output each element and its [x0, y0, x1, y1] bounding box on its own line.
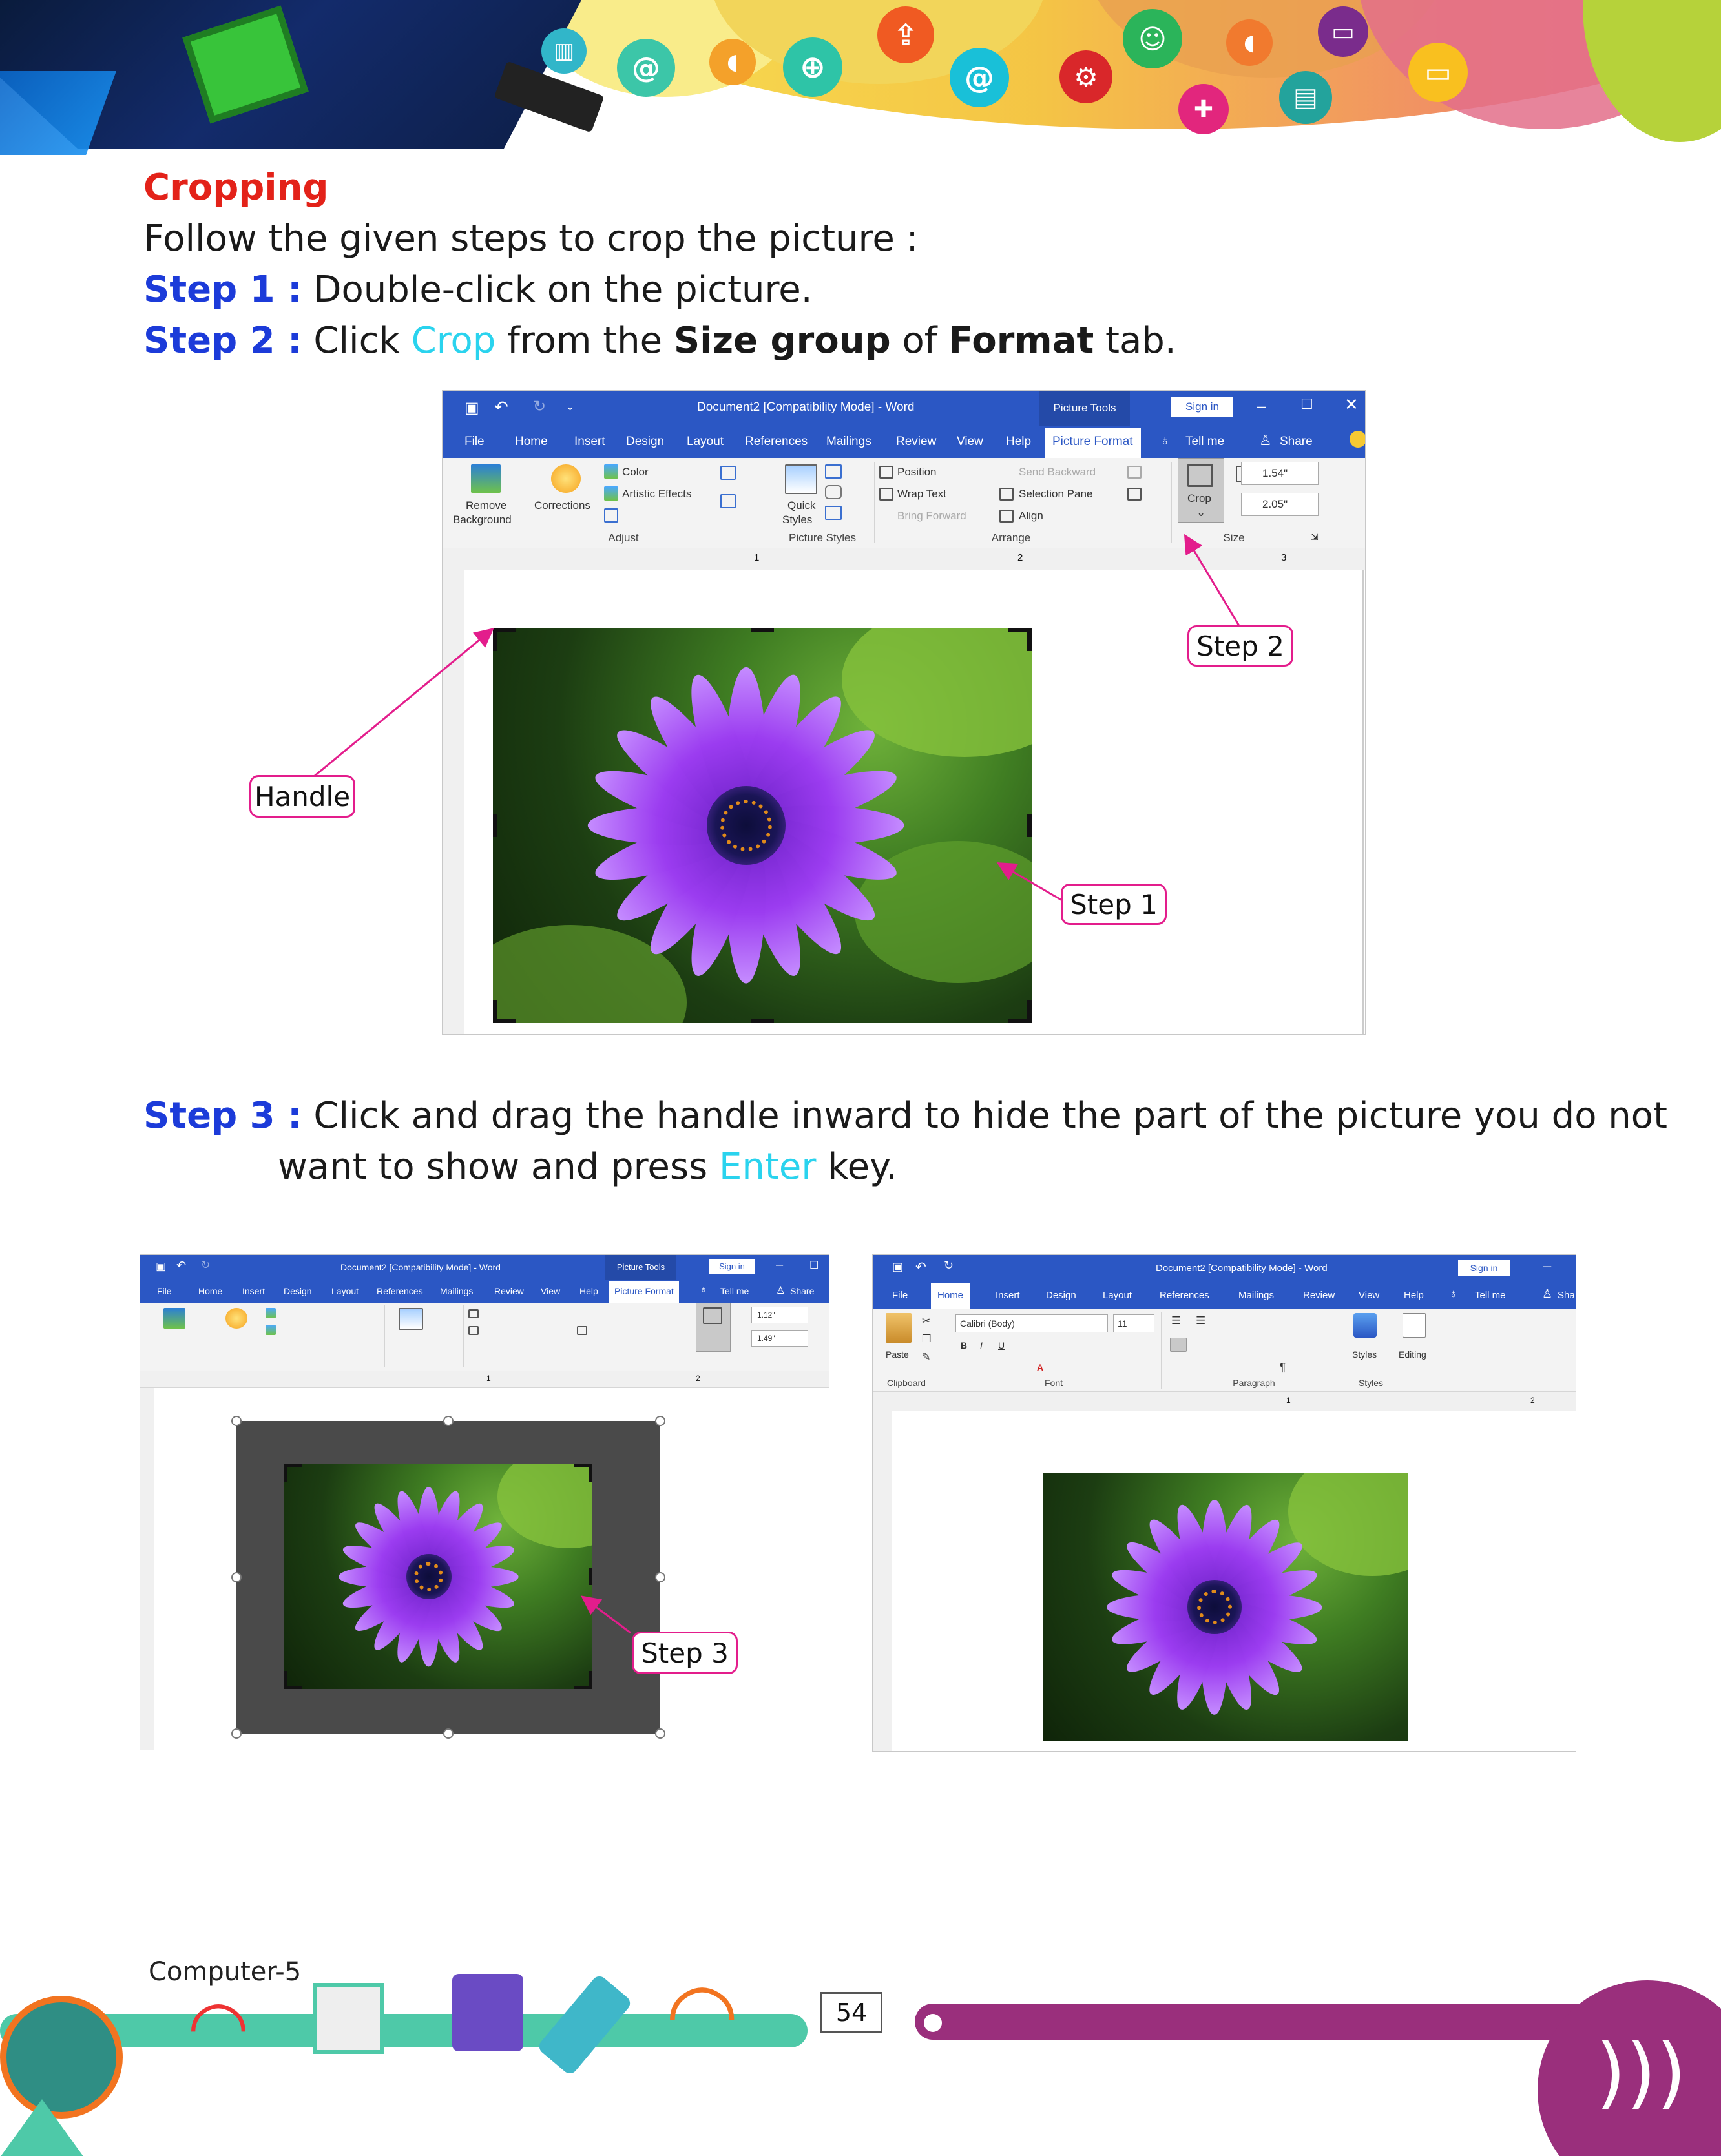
- chart-icon: ▥: [541, 28, 587, 74]
- at-sign-icon: @: [617, 39, 675, 97]
- window-title: Document2 [Compatibility Mode] - Word: [697, 400, 915, 414]
- picture-tools-label: Picture Tools: [605, 1255, 676, 1280]
- upload-icon: ⇪: [877, 6, 934, 63]
- at-sign-icon-2: @: [950, 48, 1009, 107]
- tab-help[interactable]: Help: [1404, 1290, 1424, 1301]
- numbering-icon[interactable]: ☰: [1196, 1314, 1206, 1327]
- step-2-label: Step 2 :: [143, 320, 302, 362]
- step-2-format: Format: [948, 320, 1094, 362]
- group-picture-styles: Picture Styles: [789, 532, 856, 544]
- redo-icon[interactable]: ↻: [533, 398, 547, 415]
- group-styles: Styles: [1358, 1378, 1384, 1388]
- paste-button[interactable]: Paste: [886, 1349, 909, 1360]
- heading-text: Cropping: [143, 167, 329, 209]
- lightbulb-icon: ♁: [700, 1284, 707, 1295]
- tab-review[interactable]: Review: [896, 435, 937, 448]
- window-title: Document2 [Compatibility Mode] - Word: [340, 1262, 501, 1272]
- tab-insert[interactable]: Insert: [242, 1286, 266, 1296]
- satellite-dish-icon: [0, 1996, 123, 2119]
- tab-view[interactable]: View: [957, 435, 983, 448]
- wifi-icon: ◠: [187, 1984, 249, 2067]
- tab-home[interactable]: Home: [198, 1286, 223, 1296]
- group-clipboard: Clipboard: [887, 1378, 926, 1388]
- callout-handle: [249, 775, 355, 818]
- remove-background-label-2[interactable]: Background: [453, 513, 512, 526]
- quick-styles-label-2[interactable]: Styles: [782, 513, 813, 526]
- tab-picture-format[interactable]: Picture Format: [1045, 428, 1141, 458]
- footer-dot: [924, 2014, 942, 2032]
- save-icon[interactable]: ▣: [464, 399, 479, 417]
- tab-picture-format[interactable]: Picture Format: [609, 1281, 679, 1303]
- tab-home[interactable]: Home: [931, 1283, 970, 1309]
- share-button[interactable]: Share: [1280, 435, 1313, 448]
- customize-qat-icon[interactable]: ⌄: [565, 400, 576, 413]
- styles-button[interactable]: Styles: [1352, 1349, 1377, 1360]
- step-3-line1: Click and drag the handle inward to hide the part of the picture you do not: [313, 1095, 1667, 1137]
- mouse-icon: ◖: [709, 39, 756, 85]
- font-name-value: Calibri (Body): [960, 1318, 1015, 1329]
- tab-mailings[interactable]: Mailings: [1238, 1290, 1275, 1301]
- align-button[interactable]: Align: [1019, 510, 1043, 522]
- tab-file[interactable]: File: [892, 1290, 908, 1301]
- maximize-icon[interactable]: ☐: [809, 1260, 819, 1271]
- tab-insert[interactable]: Insert: [574, 435, 605, 448]
- maximize-icon[interactable]: ☐: [1300, 396, 1313, 412]
- share-person-icon: ♙: [776, 1285, 786, 1296]
- tab-file[interactable]: File: [157, 1286, 172, 1296]
- italic-icon[interactable]: I: [980, 1340, 983, 1351]
- tab-mailings[interactable]: Mailings: [826, 435, 871, 448]
- minimize-icon[interactable]: –: [776, 1258, 784, 1272]
- tab-layout[interactable]: Layout: [687, 435, 724, 448]
- undo-icon[interactable]: ↶: [915, 1260, 926, 1274]
- save-icon[interactable]: ▣: [892, 1260, 904, 1273]
- step-2-crop-word: Crop: [411, 320, 496, 362]
- monitor-icon: ▭: [1408, 43, 1468, 102]
- remove-background-label-1[interactable]: Remove: [466, 499, 507, 512]
- folder-icon: ▭: [1318, 6, 1368, 57]
- show-marks-icon[interactable]: ¶: [1280, 1361, 1286, 1373]
- redo-icon[interactable]: ↻: [201, 1259, 211, 1271]
- share-person-icon: ♙: [1259, 432, 1272, 448]
- editing-button[interactable]: Editing: [1399, 1349, 1426, 1360]
- mouse-icon-2: ◖: [1226, 19, 1273, 66]
- gamepad-icon: ✚: [1178, 84, 1229, 134]
- sign-in-button[interactable]: Sign in: [1171, 397, 1233, 417]
- book-title: Computer-5: [149, 1957, 302, 1987]
- height-value: 1.12": [757, 1311, 775, 1320]
- tell-me-search[interactable]: Tell me: [720, 1286, 749, 1296]
- bullets-icon[interactable]: ☰: [1171, 1314, 1182, 1327]
- tab-references[interactable]: References: [377, 1286, 423, 1296]
- ruler-mark-2: 2: [1530, 1396, 1535, 1405]
- step-2-post: tab.: [1094, 320, 1176, 362]
- height-value: 1.54": [1262, 467, 1288, 479]
- tab-design[interactable]: Design: [626, 435, 665, 448]
- callout-handle-text: Handle: [254, 780, 351, 813]
- page-number-box: [820, 1992, 882, 2033]
- corrections-button[interactable]: Corrections: [534, 499, 590, 512]
- step-3-arrow: [584, 1598, 631, 1633]
- close-icon[interactable]: ✕: [1344, 395, 1359, 414]
- crop-dropdown-icon: ⌄: [1196, 506, 1206, 519]
- artistic-effects-button[interactable]: Artistic Effects: [622, 488, 692, 500]
- tell-me-search[interactable]: Tell me: [1475, 1290, 1506, 1301]
- tab-help[interactable]: Help: [579, 1286, 598, 1296]
- underline-icon[interactable]: U: [998, 1340, 1005, 1351]
- sign-in-button[interactable]: Sign in: [709, 1259, 755, 1274]
- footer-signal-icon: ))): [1596, 2028, 1687, 2118]
- position-button[interactable]: Position: [897, 466, 937, 478]
- step-3-label: Step 3 :: [143, 1095, 302, 1137]
- cut-icon[interactable]: ✂: [922, 1316, 931, 1327]
- callout-step-1-text: Step 1: [1070, 888, 1158, 920]
- group-font: Font: [1044, 1378, 1063, 1388]
- wifi-signal-icon: ◠: [665, 1964, 739, 2062]
- tab-layout[interactable]: Layout: [1103, 1290, 1132, 1301]
- font-color-icon[interactable]: A: [1037, 1362, 1044, 1373]
- undo-icon[interactable]: ↶: [494, 397, 508, 417]
- ruler-mark-3: 3: [1281, 552, 1287, 563]
- tab-review[interactable]: Review: [494, 1286, 524, 1296]
- step-2-mid2: of: [890, 320, 949, 362]
- copy-icon[interactable]: ❐: [922, 1334, 932, 1345]
- gears-icon: ⚙: [1059, 50, 1112, 103]
- send-backward-button[interactable]: Send Backward: [1019, 466, 1096, 478]
- tell-me-search[interactable]: Tell me: [1185, 435, 1225, 448]
- ruler-mark-2: 2: [1017, 552, 1023, 563]
- group-size: Size: [1223, 532, 1245, 544]
- tab-layout[interactable]: Layout: [331, 1286, 359, 1296]
- share-button[interactable]: Share: [790, 1286, 815, 1296]
- tab-review[interactable]: Review: [1303, 1290, 1335, 1301]
- share-button[interactable]: Sha: [1558, 1290, 1575, 1301]
- tab-mailings[interactable]: Mailings: [440, 1286, 474, 1296]
- tab-references[interactable]: References: [1160, 1290, 1209, 1301]
- step-2-pre: Click: [313, 320, 412, 362]
- group-arrange: Arrange: [991, 532, 1031, 544]
- callout-step-2-text: Step 2: [1196, 630, 1284, 662]
- callout-step-1: [1061, 884, 1167, 925]
- font-size-value: 11: [1118, 1318, 1127, 1329]
- ruler-mark-1: 1: [754, 552, 760, 563]
- lightbulb-icon: ♁: [1449, 1287, 1458, 1300]
- picture-tools-label: Picture Tools: [1039, 391, 1130, 426]
- step-2-mid: from the: [495, 320, 674, 362]
- ruler-mark-2: 2: [696, 1374, 700, 1383]
- lightbulb-icon: ♁: [1160, 432, 1171, 448]
- group-paragraph: Paragraph: [1233, 1378, 1275, 1388]
- printer-icon: [313, 1983, 384, 2054]
- step-3-line2-post: key.: [816, 1146, 897, 1188]
- callout-step-2: [1187, 625, 1293, 667]
- bar-chart-icon: ▤: [1279, 71, 1332, 124]
- tab-references[interactable]: References: [745, 435, 808, 448]
- step-1-label: Step 1 :: [143, 269, 302, 311]
- handle-arrow: [314, 630, 491, 776]
- tab-view[interactable]: View: [541, 1286, 561, 1296]
- color-button[interactable]: Color: [622, 466, 649, 478]
- tab-file[interactable]: File: [464, 435, 485, 448]
- width-value: 1.49": [757, 1334, 775, 1343]
- format-painter-icon[interactable]: ✎: [922, 1352, 931, 1363]
- group-adjust: Adjust: [608, 532, 639, 544]
- bold-icon[interactable]: B: [961, 1340, 968, 1351]
- network-people-icon: ☺: [1123, 9, 1182, 68]
- ruler-mark-1: 1: [1286, 1396, 1291, 1405]
- quick-styles-label-1[interactable]: Quick: [787, 499, 816, 512]
- callout-step-3-text: Step 3: [641, 1637, 729, 1669]
- page-number: 54: [835, 1998, 868, 2027]
- minimize-icon[interactable]: –: [1543, 1258, 1552, 1274]
- tab-design[interactable]: Design: [284, 1286, 312, 1296]
- redo-icon[interactable]: ↻: [944, 1259, 954, 1272]
- wrap-text-button[interactable]: Wrap Text: [897, 488, 946, 500]
- tab-help[interactable]: Help: [1006, 435, 1032, 448]
- step-1-arrow: [1000, 864, 1062, 900]
- width-value: 2.05": [1262, 498, 1288, 510]
- undo-icon[interactable]: ↶: [176, 1259, 187, 1272]
- tab-home[interactable]: Home: [515, 435, 548, 448]
- step-1-text: Double-click on the picture.: [313, 269, 813, 311]
- tab-insert[interactable]: Insert: [996, 1290, 1020, 1301]
- bring-forward-button[interactable]: Bring Forward: [897, 510, 966, 522]
- ruler-mark-1: 1: [486, 1374, 491, 1383]
- share-person-icon: ♙: [1542, 1287, 1553, 1300]
- size-dialog-launcher-icon[interactable]: ⇲: [1311, 532, 1319, 542]
- step-2-arrow: [1186, 537, 1240, 628]
- minimize-icon[interactable]: –: [1257, 396, 1266, 415]
- intro-text: Follow the given steps to crop the picture :: [143, 218, 919, 260]
- callout-step-3: [632, 1632, 738, 1674]
- computer-desk-icon: [452, 1974, 523, 2051]
- footer-bar-right: [915, 2004, 1612, 2040]
- sign-in-button[interactable]: Sign in: [1458, 1260, 1510, 1276]
- selection-pane-button[interactable]: Selection Pane: [1019, 488, 1093, 500]
- tab-design[interactable]: Design: [1046, 1290, 1076, 1301]
- tab-view[interactable]: View: [1359, 1290, 1380, 1301]
- step-2-size-group: Size group: [673, 320, 891, 362]
- save-icon[interactable]: ▣: [156, 1260, 167, 1272]
- window-title: Document2 [Compatibility Mode] - Word: [1156, 1263, 1328, 1274]
- crop-label: Crop: [1187, 492, 1211, 504]
- step-3-line2-pre: want to show and press: [278, 1146, 720, 1188]
- enter-word: Enter: [719, 1146, 817, 1188]
- globe-icon: ⊕: [783, 37, 842, 97]
